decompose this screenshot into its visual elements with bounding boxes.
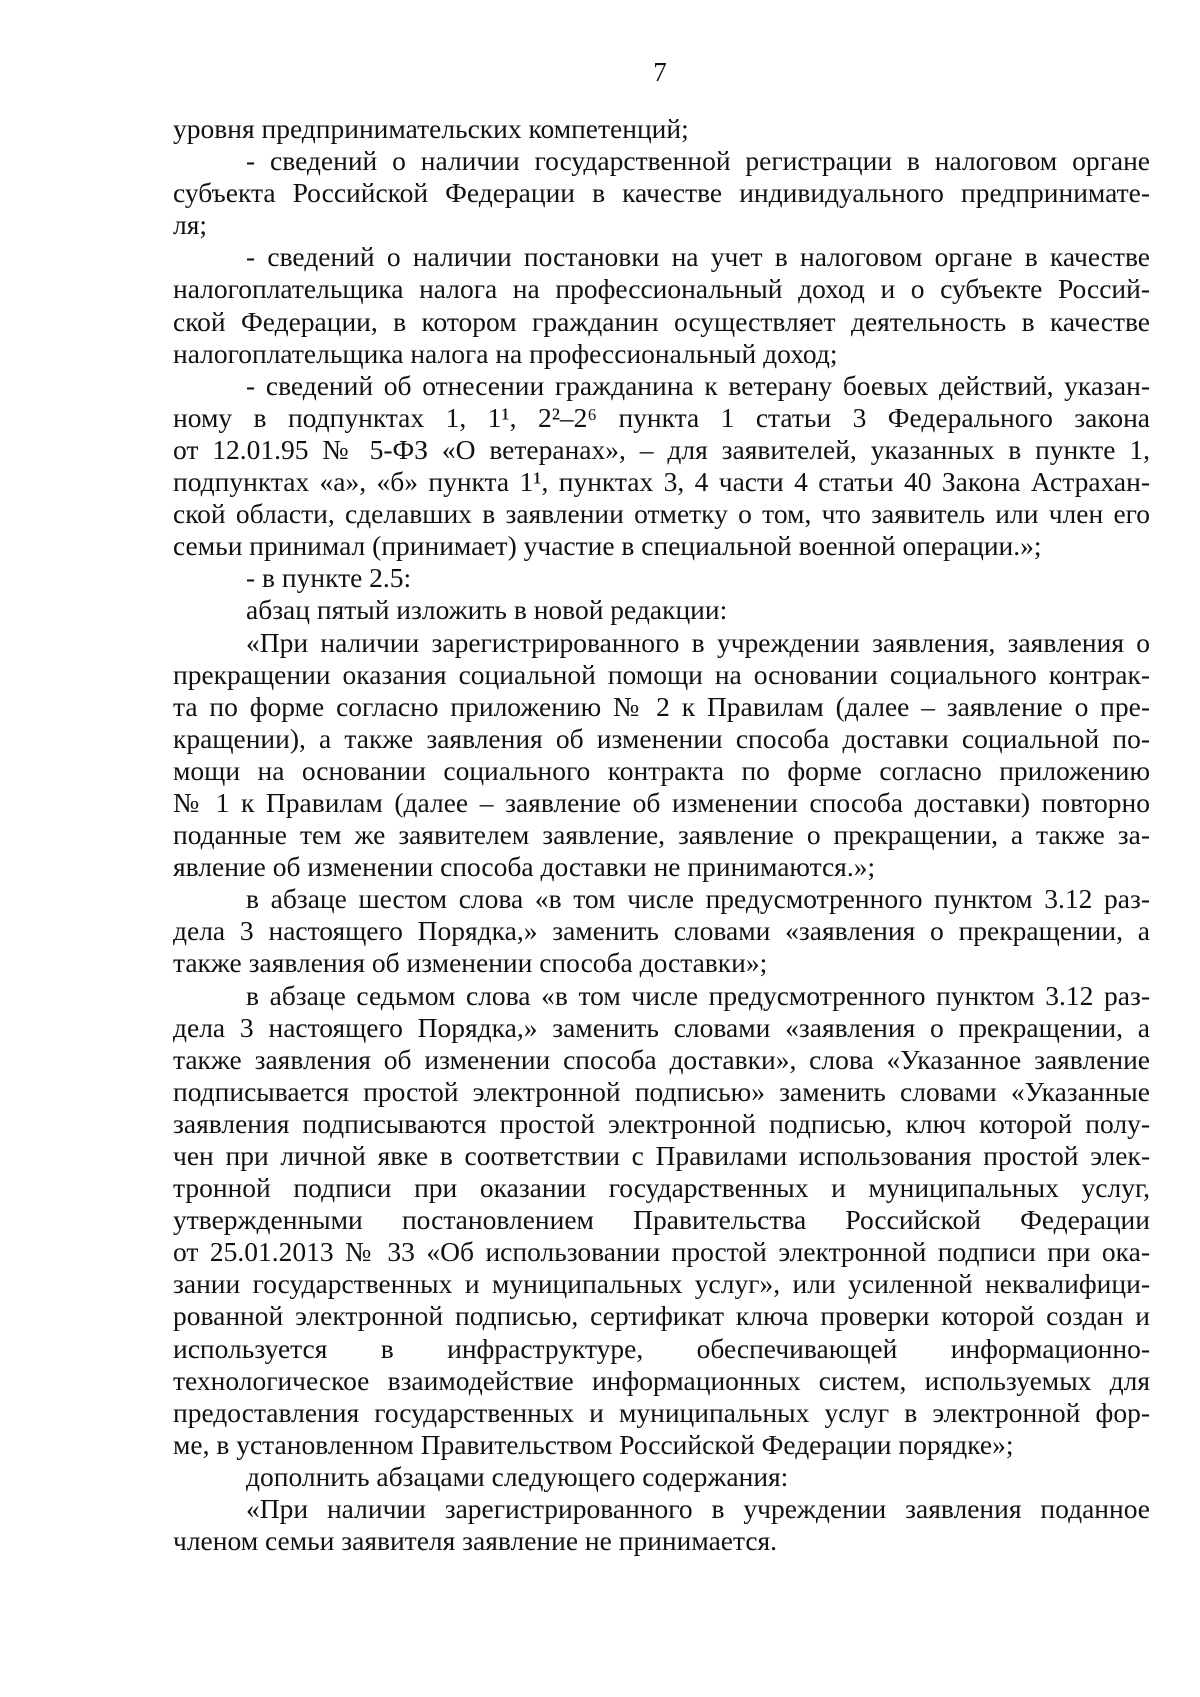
- text-line: зании государственных и муниципальных услуг», или усиленной неквалифици-: [173, 1268, 1150, 1300]
- text-line: - сведений о наличии государственной регистрации в налоговом органе: [246, 145, 1150, 177]
- text-line: семьи принимал (принимает) участие в специальной военной операции.»;: [173, 530, 1042, 562]
- text-line: подпунктах «а», «б» пункта 1¹, пунктах 3, 4 части 4 статьи 40 Закона Астрахан-: [173, 466, 1150, 498]
- text-line: в абзаце седьмом слова «в том числе предусмотренного пунктом 3.12 раз-: [246, 979, 1150, 1011]
- text-line: используется в инфраструктуре, обеспечивающей информационно-: [173, 1332, 1150, 1364]
- text-line: технологическое взаимодействие информационных систем, используемых для: [173, 1364, 1150, 1396]
- text-line: дела 3 настоящего Порядка,» заменить словами «заявления о прекращении, а: [173, 915, 1150, 947]
- text-line: чен при личной явке в соответствии с Правилами использования простой элек-: [173, 1140, 1150, 1171]
- text-line: ме, в установленном Правительством Российской Федерации порядке»;: [173, 1428, 1014, 1460]
- text-line: утвержденными постановлением Правительства Российской Федерации: [173, 1204, 1150, 1236]
- text-line: ской области, сделавших в заявлении отметку о том, что заявитель или член его: [173, 498, 1150, 530]
- text-line: ля;: [173, 209, 208, 241]
- text-line: от 25.01.2013 № 33 «Об использовании простой электронной подписи при ока-: [173, 1236, 1150, 1268]
- page-number: 7: [653, 57, 667, 87]
- text-line: тронной подписи при оказании государственных и муниципальных услуг,: [173, 1172, 1150, 1204]
- text-line: ному в подпунктах 1, 1¹, 2²–2⁶ пункта 1 статьи 3 Федерального закона: [173, 401, 1150, 433]
- text-line: прекращении оказания социальной помощи на основании социального контрак-: [173, 658, 1150, 690]
- text-line: также заявления об изменении способа доставки»;: [173, 947, 768, 979]
- text-line: в абзаце шестом слова «в том числе предусмотренного пунктом 3.12 раз-: [246, 883, 1150, 915]
- text-line: налогоплательщика налога на профессиональный доход;: [173, 337, 838, 369]
- text-line: та по форме согласно приложению № 2 к Правилам (далее – заявление о пре-: [173, 690, 1150, 722]
- text-line: также заявления об изменении способа доставки», слова «Указанное заявление: [173, 1043, 1150, 1075]
- text-line: «При наличии зарегистрированного в учреждении заявления, заявления о: [246, 626, 1150, 658]
- text-line: «При наличии зарегистрированного в учреждении заявления поданное: [246, 1493, 1150, 1525]
- text-line: № 1 к Правилам (далее – заявление об изменении способа доставки) повторно: [173, 786, 1150, 818]
- text-line: заявления подписываются простой электронной подписью, ключ которой полу-: [173, 1107, 1150, 1139]
- text-line: от 12.01.95 № 5-ФЗ «О ветеранах», – для заявителей, указанных в пункте 1,: [173, 433, 1150, 465]
- text-line: уровня предпринимательских компетенций;: [173, 113, 689, 144]
- text-line: рованной электронной подписью, сертификат ключа проверки которой создан и: [173, 1300, 1150, 1332]
- text-line: налогоплательщика налога на профессиональный доход и о субъекте Россий-: [173, 273, 1150, 305]
- document-body: [173, 113, 1150, 1557]
- text-line: членом семьи заявителя заявление не принимается.: [173, 1525, 778, 1557]
- text-line: - сведений о наличии постановки на учет в налоговом органе в качестве: [246, 241, 1150, 273]
- text-line: предоставления государственных и муниципальных услуг в электронной фор-: [173, 1396, 1150, 1428]
- text-line: подписывается простой электронной подписью» заменить словами «Указанные: [173, 1075, 1150, 1107]
- text-line: субъекта Российской Федерации в качестве индивидуального предпринимате-: [173, 177, 1150, 209]
- text-line: дополнить абзацами следующего содержания:: [246, 1460, 789, 1492]
- text-line: - сведений об отнесении гражданина к ветерану боевых действий, указан-: [246, 369, 1150, 401]
- text-line: явление об изменении способа доставки не принимаются.»;: [173, 851, 876, 883]
- text-line: абзац пятый изложить в новой редакции:: [246, 594, 728, 626]
- text-line: поданные тем же заявителем заявление, заявление о прекращении, а также за-: [173, 819, 1150, 851]
- text-line: мощи на основании социального контракта по форме согласно приложению: [173, 754, 1150, 786]
- text-line: ской Федерации, в котором гражданин осуществляет деятельность в качестве: [173, 305, 1150, 337]
- text-line: - в пункте 2.5:: [246, 562, 412, 594]
- text-line: дела 3 настоящего Порядка,» заменить словами «заявления о прекращении, а: [173, 1011, 1150, 1043]
- text-line: кращении), а также заявления об изменении способа доставки социальной по-: [173, 722, 1150, 754]
